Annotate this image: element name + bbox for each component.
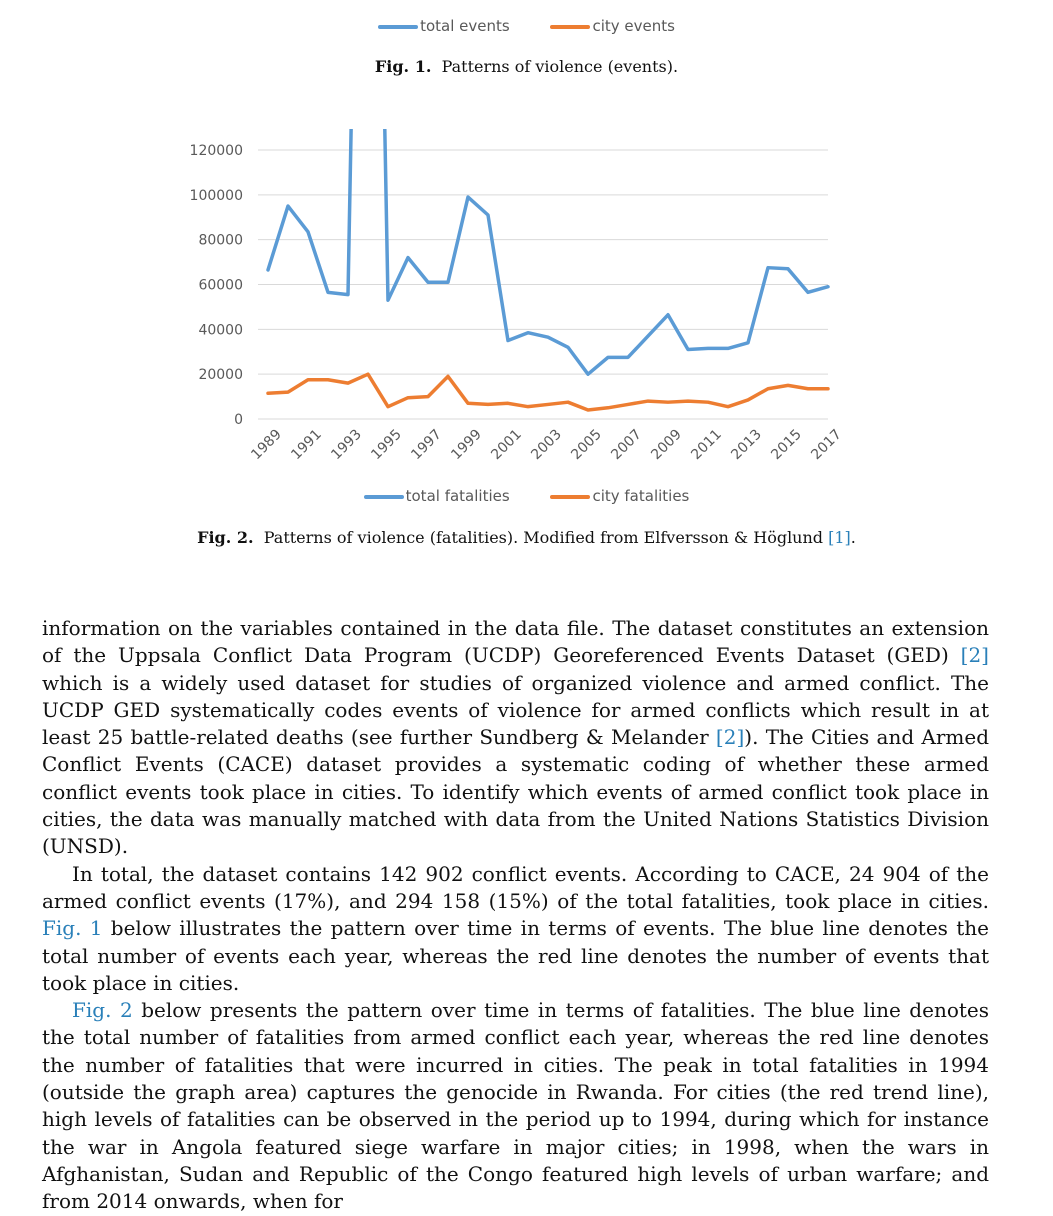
y-tick-label: 20000 [198, 367, 243, 384]
city-events-swatch [550, 25, 590, 29]
y-tick-label: 120000 [189, 143, 243, 159]
legend-item-city-fatalities [550, 487, 689, 505]
x-tick-label: 1993 [328, 426, 365, 464]
paragraph-text: information on the variables contained in the data file. The dataset constitutes an extension of the Uppsala Conflict Data Program (UCDP) Georeferenced Events Dataset (GED) [42, 616, 989, 668]
body-paragraph [42, 615, 989, 861]
series-line-city-fatalities [268, 374, 828, 410]
legend-item-total-fatalities [364, 487, 510, 505]
y-axis-ticks [190, 143, 243, 428]
body-paragraph [42, 997, 989, 1215]
x-tick-label: 2015 [768, 426, 805, 464]
city-fatalities-swatch [550, 495, 590, 499]
fig2-caption-end: . [850, 528, 856, 547]
paragraph-text: ). The Cities and Armed Conflict Events (CACE) dataset provides a systematic coding of whether these armed conflict events took place in cities. To identify which events of armed conflict took place in cities, the data was manually matched with data from the United Nations Statistics Division (UNSD). [42, 725, 989, 859]
legend-city-events-label: city events [592, 17, 675, 35]
reference-link[interactable]: [2] [715, 725, 745, 750]
body-paragraph [42, 861, 989, 997]
chart-gridlines [258, 150, 828, 419]
article-body [42, 615, 989, 1216]
paragraph-text: In total, the dataset contains 142 902 conflict events. According to CACE, 24 904 of the armed conflict events (17%), and 294 158 (15%) of the total fatalities, took place in cities. [42, 861, 989, 913]
total-fatalities-swatch [364, 495, 404, 499]
x-tick-label: 2007 [608, 426, 645, 464]
x-tick-label: 2011 [688, 426, 725, 464]
fig1-label: Fig. 1. [374, 57, 432, 76]
fig1-caption [0, 57, 1053, 76]
fig1-caption-text: Patterns of violence (events). [441, 57, 679, 76]
y-tick-label: 60000 [198, 277, 243, 294]
x-tick-label: 1989 [248, 426, 285, 464]
legend-total-events-label: total events [420, 17, 510, 35]
x-axis-ticks [248, 427, 845, 464]
y-tick-label: 80000 [198, 232, 243, 249]
x-tick-label: 2005 [568, 426, 605, 464]
fig2-label: Fig. 2. [197, 528, 254, 547]
y-tick-label: 100000 [189, 187, 243, 204]
x-tick-label: 2009 [648, 426, 685, 464]
x-tick-label: 2013 [728, 426, 765, 464]
reference-link[interactable]: Fig. 2 [72, 998, 133, 1023]
legend-item-city-events [550, 17, 674, 35]
x-tick-label: 2017 [808, 426, 845, 464]
legend-total-fatalities-label: total fatalities [405, 487, 510, 505]
y-tick-label: 40000 [198, 322, 243, 339]
reference-link[interactable]: Fig. 1 [42, 916, 103, 941]
fig2-citation-link[interactable]: [1] [828, 528, 851, 547]
x-tick-label: 1991 [288, 426, 325, 464]
y-tick-label: 0 [234, 412, 243, 428]
fig2-caption-text: Patterns of violence (fatalities). Modified from Elfversson & Höglund [263, 528, 829, 547]
x-tick-label: 2001 [488, 426, 525, 464]
x-tick-label: 2003 [528, 426, 565, 464]
paragraph-text: which is a widely used dataset for studies of organized violence and armed conflict. The UCDP GED systematically codes events of violence for armed conflicts which result in at least 25 battle-related deaths (see further Sundberg & Melander [42, 670, 989, 750]
paragraph-text: below illustrates the pattern over time in terms of events. The blue line denotes the total number of events each year, whereas the red line denotes the number of events that took place in cities. [42, 916, 990, 995]
x-tick-label: 1999 [448, 426, 485, 464]
legend-city-fatalities-label: city fatalities [592, 487, 690, 505]
x-tick-label: 1995 [368, 426, 405, 464]
paragraph-text: below presents the pattern over time in terms of fatalities. The blue line denotes the total number of fatalities from armed conflict each year, whereas the red line denotes the number of fatalities that were incurred in cities. The peak in total fatalities in 1994 (outside the graph area) captures the genocide in Rwanda. For cities (the red trend line), high levels of fatalities can be observed in the period up to 1994, during which for instance the war in Angola featured siege warfare in major cities; in 1998, when the wars in Afghanistan, Sudan and Republic of the Congo featured high levels of urban warfare; and from 2014 onwards, when for [42, 998, 990, 1214]
legend-item-total-events [378, 17, 510, 35]
total-events-swatch [378, 25, 418, 29]
fig2-legend [0, 487, 1053, 505]
fig2-caption [0, 528, 1053, 547]
chart-series [268, 110, 828, 410]
fig1-legend [0, 17, 1053, 35]
reference-link[interactable]: [2] [960, 643, 989, 668]
x-tick-label: 1997 [408, 426, 445, 464]
fatalities-line-chart [0, 110, 1053, 480]
